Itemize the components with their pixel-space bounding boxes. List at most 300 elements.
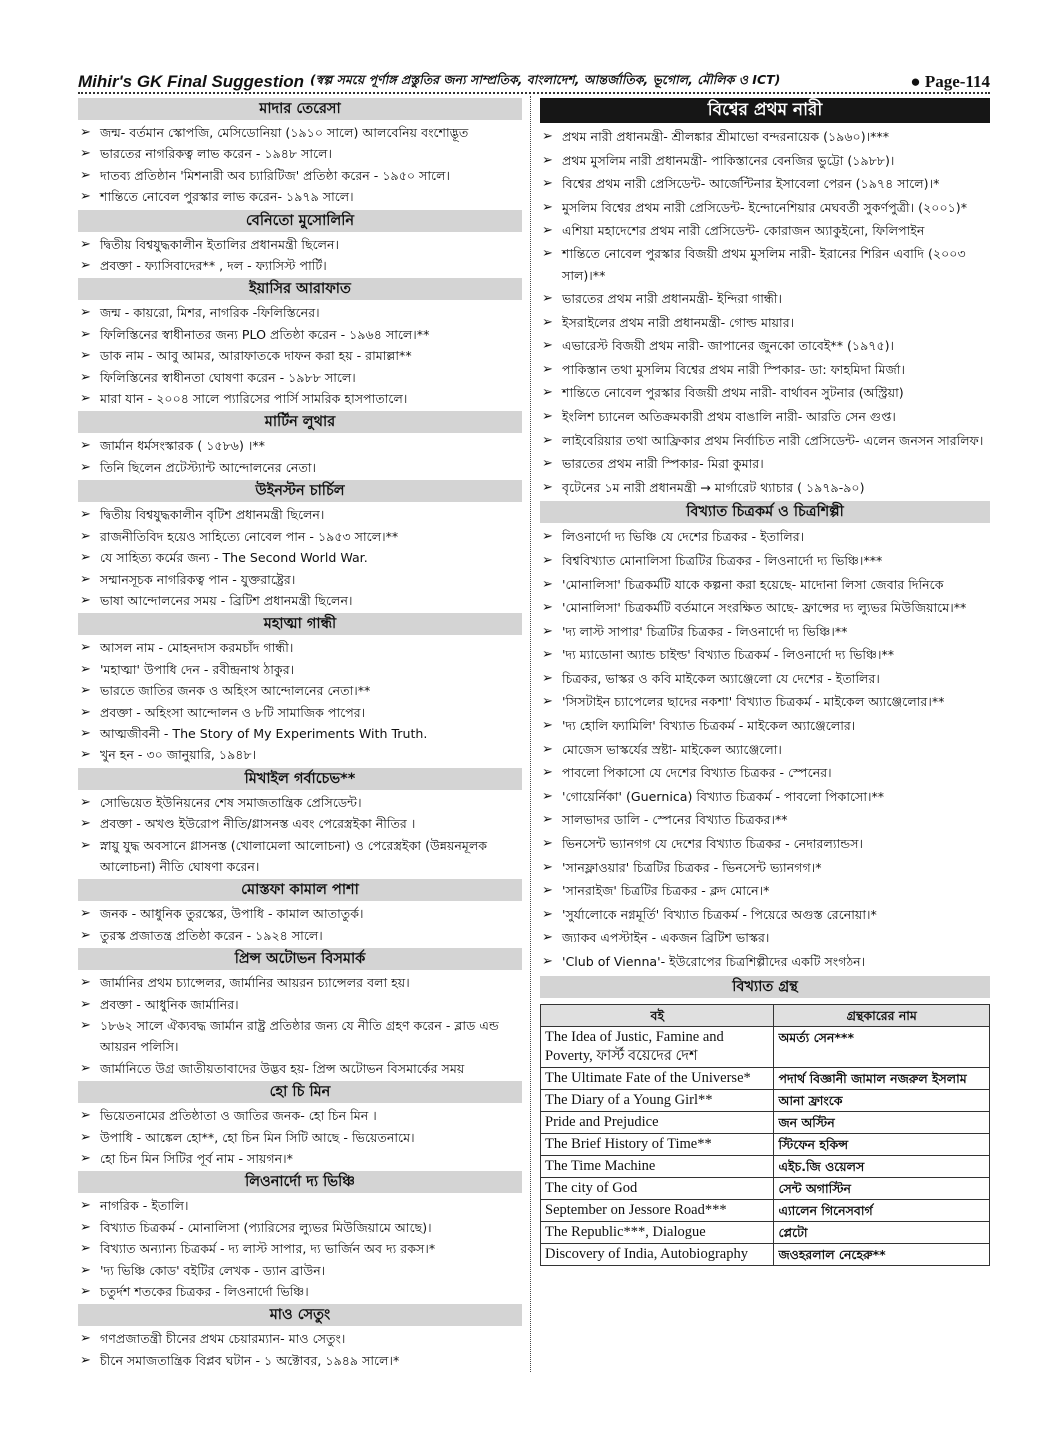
arrow-bullet-icon: ➢ — [80, 1108, 91, 1124]
arrow-bullet-icon: ➢ — [542, 883, 553, 899]
arrow-bullet-icon: ➢ — [80, 837, 91, 853]
list-item — [78, 925, 522, 946]
table-row — [541, 1199, 990, 1221]
list-item — [78, 1127, 522, 1148]
list-item — [540, 667, 990, 691]
list-item — [540, 903, 990, 927]
list-item — [78, 165, 522, 186]
arrow-bullet-icon: ➢ — [542, 788, 553, 804]
list-item — [78, 1058, 522, 1079]
arrow-bullet-icon: ➢ — [542, 600, 553, 616]
left-column — [78, 96, 522, 1371]
list-item-text: লিওনার্দো দ্য ভিঞ্চি যে দেশের চিত্রকর - ইতালির। — [562, 529, 805, 545]
table-row — [541, 1221, 990, 1243]
list-item-text: মোজেস ভাস্কর্যের স্রষ্টা- মাইকেল অ্যাঞ্জেলো। — [562, 741, 782, 757]
list-item-text: উপাধি - আঙ্কেল হো**, হো চিন মিন সিটি আছে - ভিয়েতনামে। — [100, 1129, 415, 1145]
arrow-bullet-icon: ➢ — [542, 765, 553, 781]
list-item-text: তিনি ছিলেন প্রটেস্ট্যান্ট আন্দোলনের নেতা। — [100, 459, 316, 475]
arrow-bullet-icon: ➢ — [542, 718, 553, 734]
arrow-bullet-icon: ➢ — [80, 996, 91, 1012]
list-item — [78, 1148, 522, 1169]
bullet-list — [78, 1105, 522, 1169]
list-item — [540, 950, 990, 974]
list-item-text: 'সানরাইজ' চিত্রটির চিত্রকর - ক্লদ মোনে।* — [562, 883, 770, 899]
section-title: বেনিতো মুসোলিনি — [78, 210, 522, 232]
arrow-bullet-icon: ➢ — [542, 290, 553, 306]
arrow-bullet-icon: ➢ — [542, 906, 553, 922]
book-author-cell: জন অস্টিন — [774, 1111, 990, 1133]
arrow-bullet-icon: ➢ — [80, 906, 91, 922]
list-item — [78, 1260, 522, 1281]
list-item-text: প্রবক্তা - অহিংসা আন্দোলন ও ৮টি সামাজিক পাপের। — [100, 704, 366, 720]
section-title: মোস্তফা কামাল পাশা — [78, 879, 522, 901]
arrow-bullet-icon: ➢ — [80, 747, 91, 763]
list-item-text: সালভাদর ডালি - স্পেনের বিখ্যাত চিত্রকর।** — [562, 812, 788, 828]
header-subtitle: (স্বল্প সময়ে পূর্ণাঙ্গ প্রস্তুতির জন্য সাম্প্রতিক, বাংলাদেশ, আন্তর্জাতিক, ভূগোল, মৌলিক ও ICT) — [310, 72, 781, 87]
list-item-text: ভিনসেন্ট ভ্যানগগ যে দেশের বিখ্যাত চিত্রকর - নেদারল্যান্ডস। — [562, 836, 864, 852]
list-item-text: চতুর্দশ শতকের চিত্রকর - লিওনার্দো ভিঞ্চি। — [100, 1284, 309, 1300]
column-divider — [530, 96, 531, 1372]
list-item — [78, 723, 522, 744]
list-item — [540, 738, 990, 762]
list-item — [540, 429, 990, 453]
list-item-text: ফিলিস্তিনের স্বাধীনতা ঘোষণা করেন - ১৯৮৮ সালে। — [100, 369, 356, 385]
list-item-text: লাইবেরিয়ার তথা আফ্রিকার প্রথম নির্বাচিত নারী প্রেসিডেন্ট- এলেন জনসন সারলিফ। — [562, 432, 984, 448]
arrow-bullet-icon: ➢ — [80, 927, 91, 943]
list-item-text: 'দ্য লাস্ট সাপার' চিত্রটির চিত্রকর - লিওনার্দো দ্য ভিঞ্চি।** — [562, 623, 848, 639]
list-item — [540, 381, 990, 405]
arrow-bullet-icon: ➢ — [80, 1219, 91, 1235]
book-author-cell: সেন্ট অগাস্টিন — [774, 1177, 990, 1199]
arrow-bullet-icon: ➢ — [542, 930, 553, 946]
list-item — [78, 186, 522, 207]
arrow-bullet-icon: ➢ — [542, 623, 553, 639]
list-item — [78, 813, 522, 834]
arrow-bullet-icon: ➢ — [542, 836, 553, 852]
section-title: মাদার তেরেসা — [78, 98, 522, 120]
list-item-text: 'দ্য ভিঞ্চি কোড' বইটির লেখক - ড্যান ব্রাউন। — [100, 1262, 326, 1278]
bullet-list — [78, 435, 522, 478]
list-item-text: ভারতে জাতির জনক ও অহিংস আন্দোলনের নেতা।** — [100, 683, 371, 699]
book-author-cell: আনা ফ্রাংকে — [774, 1089, 990, 1111]
list-item-text: আসল নাম - মোহনদাস করমচাঁদ গান্ধী। — [100, 640, 294, 656]
bullet-list — [78, 903, 522, 946]
list-item-text: রাজনীতিবিদ হয়েও সাহিত্যে নোবেল পান - ১৯৫৩ সালে।** — [100, 528, 399, 544]
list-item — [78, 1350, 522, 1371]
list-item — [78, 1217, 522, 1238]
section-title: মাও সেতুং — [78, 1304, 522, 1326]
list-item — [78, 835, 522, 878]
list-item — [78, 234, 522, 255]
arrow-bullet-icon: ➢ — [80, 1060, 91, 1076]
list-item-text: স্নায়ু যুদ্ধ অবসানে গ্লাসনস্ত (খোলামেলা আলোচনা) ও পেরেস্ত্রইকা (উন্নয়নমূলক আলোচনা) নীতি ঘোষণা করেন। — [100, 837, 488, 874]
list-item — [540, 549, 990, 573]
arrow-bullet-icon: ➢ — [80, 1284, 91, 1300]
list-item — [78, 302, 522, 323]
section-title: মিখাইল গর্বাচেভ** — [78, 768, 522, 790]
list-item-text: 'মহাত্মা' উপাধি দেন - রবীন্দ্রনাথ ঠাকুর। — [100, 661, 295, 677]
list-item — [540, 808, 990, 832]
page-number: ● Page-114 — [910, 72, 990, 91]
arrow-bullet-icon: ➢ — [80, 1331, 91, 1347]
list-item-text: ইসরাইলের প্রথম নারী প্রধানমন্ত্রী- গোল্ড মায়ার। — [562, 314, 795, 330]
book-title-cell: The city of God — [541, 1177, 774, 1199]
list-item — [540, 573, 990, 597]
book-title-cell: The Diary of a Young Girl** — [541, 1089, 774, 1111]
list-item-text: জার্মানির প্রথম চ্যান্সেলর, জার্মানির আয়রন চ্যান্সেলর বলা হয়। — [100, 975, 410, 991]
arrow-bullet-icon: ➢ — [542, 338, 553, 354]
list-item — [78, 1238, 522, 1259]
list-item-text: ফিলিস্তিনের স্বাধীনাতর জন্য PLO প্রতিষ্ঠা করেন - ১৯৬৪ সালে।** — [100, 326, 430, 342]
section-title: বিশ্বের প্রথম নারী — [540, 98, 990, 123]
list-item — [540, 879, 990, 903]
bullet-list — [78, 972, 522, 1079]
list-item — [78, 526, 522, 547]
list-item — [540, 149, 990, 173]
arrow-bullet-icon: ➢ — [542, 223, 553, 239]
list-item-text: বৃটেনের ১ম নারী প্রধানমন্ত্রী → মার্গারেট থ্যাচার ( ১৯৭৯-৯০) — [562, 479, 865, 495]
list-item — [78, 367, 522, 388]
list-item-text: প্রবক্তা - ফ্যাসিবাদের** , দল - ফ্যাসিস্ট পার্টি। — [100, 258, 327, 274]
arrow-bullet-icon: ➢ — [542, 670, 553, 686]
arrow-bullet-icon: ➢ — [542, 456, 553, 472]
list-item-text: চিত্রকর, ভাস্কর ও কবি মাইকেল অ্যাঞ্জেলো যে দেশের - ইতালির। — [562, 670, 880, 686]
list-item-text: বিশ্ববিখ্যাত মোনালিসা চিত্রটির চিত্রকর - লিওনার্দো দ্য ভিঞ্চি।*** — [562, 552, 883, 568]
list-item — [78, 504, 522, 525]
book-title-cell: The Idea of Justic, Famine and Poverty, ফার্স্ট বয়েদের দেশ — [541, 1026, 774, 1067]
arrow-bullet-icon: ➢ — [80, 1241, 91, 1257]
list-item — [540, 476, 990, 500]
list-item — [78, 547, 522, 568]
list-item-text: 'Club of Vienna'- ইউরোপের চিত্রশিল্পীদের একটি সংগঠন। — [562, 954, 866, 969]
list-item — [78, 744, 522, 765]
list-item — [540, 287, 990, 311]
arrow-bullet-icon: ➢ — [80, 640, 91, 656]
list-item — [540, 196, 990, 220]
list-item-text: ভারতের নাগরিকত্ব লাভ করেন - ১৯৪৮ সালে। — [100, 146, 333, 162]
list-item-text: ডাক নাম - আবু আমর, আরাফাতকে দাফন করা হয় - রামাল্লা** — [100, 348, 412, 364]
list-item — [540, 832, 990, 856]
arrow-bullet-icon: ➢ — [542, 647, 553, 663]
list-item — [78, 345, 522, 366]
arrow-bullet-icon: ➢ — [80, 348, 91, 364]
list-item — [540, 620, 990, 644]
list-item — [78, 1195, 522, 1216]
table-row — [541, 1089, 990, 1111]
list-item — [540, 219, 990, 243]
arrow-bullet-icon: ➢ — [80, 1198, 91, 1214]
arrow-bullet-icon: ➢ — [80, 704, 91, 720]
books-table — [540, 1004, 990, 1266]
arrow-bullet-icon: ➢ — [542, 812, 553, 828]
list-item-text: জার্মানিতে উগ্র জাতীয়তাবাদের উদ্ভব হয়- প্রিন্স অটোভন বিসমার্কের সময় — [100, 1060, 465, 1076]
list-item — [540, 525, 990, 549]
list-item — [540, 690, 990, 714]
list-item-text: ভারতের প্রথম নারী স্পিকার- মিরা কুমার। — [562, 456, 764, 472]
book-title-cell: The Ultimate Fate of the Universe* — [541, 1067, 774, 1089]
header-title: Mihir's GK Final Suggestion — [78, 72, 304, 91]
arrow-bullet-icon: ➢ — [542, 385, 553, 401]
arrow-bullet-icon: ➢ — [542, 529, 553, 545]
bullet-list — [78, 1195, 522, 1302]
list-item-text: চীনে সমাজতান্ত্রিক বিপ্লব ঘটান - ১ অক্টোবর, ১৯৪৯ সালে।* — [100, 1352, 400, 1368]
list-item-text: 'মোনালিসা' চিত্রকর্মটি যাকে কল্পনা করা হয়েছে- মাদোনা লিসা জেবার দিনিকে — [562, 576, 944, 592]
table-row — [541, 1067, 990, 1089]
arrow-bullet-icon: ➢ — [542, 314, 553, 330]
list-item-text: ভারতের প্রথম নারী প্রধানমন্ত্রী- ইন্দিরা গান্ধী। — [562, 290, 783, 306]
arrow-bullet-icon: ➢ — [80, 1129, 91, 1145]
list-item-text: এশিয়া মহাদেশের প্রথম নারী প্রেসিডেন্ট- কোরাজন অ্যাকুইনো, ফিলিপাইন — [562, 223, 925, 239]
arrow-bullet-icon: ➢ — [80, 1018, 91, 1033]
book-author-cell: জওহরলাল নেহেরু** — [774, 1243, 990, 1265]
list-item-text: বিখ্যাত অন্যান্য চিত্রকর্ম - দ্য লাস্ট সাপার, দ্য ভার্জিন অব দ্য রকস।* — [100, 1241, 436, 1257]
list-item — [540, 856, 990, 880]
list-item-text: খুন হন - ৩০ জানুয়ারি, ১৯৪৮। — [100, 747, 257, 763]
book-author-cell: অমর্ত্য সেন*** — [774, 1026, 990, 1067]
list-item-text: এভারেস্ট বিজয়ী প্রথম নারী- জাপানের জুনকো তাবেই** (১৯৭৫)। — [562, 338, 895, 354]
right-sections — [540, 98, 990, 974]
list-item-text: জ্যাকব এপস্টাইন - একজন ব্রিটিশ ভাস্কর। — [562, 930, 770, 946]
arrow-bullet-icon: ➢ — [542, 361, 553, 377]
list-item-text: সম্মানসূচক নাগরিকত্ব পান - যুক্তরাষ্ট্রের। — [100, 571, 296, 587]
list-item-text: দাতব্য প্রতিষ্ঠান 'মিশনারী অব চ্যারিটিজ' প্রতিষ্ঠা করেন - ১৯৫০ সালে। — [100, 167, 450, 183]
list-item-text: গণপ্রজাতন্ত্রী চীনের প্রথম চেয়ারম্যান- মাও সেতুং। — [100, 1331, 346, 1347]
list-item — [78, 637, 522, 658]
list-item-text: 'দ্য হোলি ফ্যামিলি' বিখ্যাত চিত্রকর্ম - মাইকেল অ্যাঞ্জেলোর। — [562, 718, 856, 734]
list-item — [540, 358, 990, 382]
bullet-list — [78, 302, 522, 409]
list-item — [540, 311, 990, 335]
arrow-bullet-icon: ➢ — [542, 859, 553, 875]
arrow-bullet-icon: ➢ — [80, 326, 91, 342]
list-item — [78, 792, 522, 813]
bullet-list — [78, 1328, 522, 1371]
arrow-bullet-icon: ➢ — [80, 189, 91, 205]
table-row — [541, 1177, 990, 1199]
list-item — [78, 1015, 522, 1058]
arrow-bullet-icon: ➢ — [542, 199, 553, 215]
list-item — [540, 643, 990, 667]
arrow-bullet-icon: ➢ — [80, 794, 91, 810]
list-item — [540, 761, 990, 785]
list-item-text: দ্বিতীয় বিশ্বযুদ্ধকালীন বৃটিশ প্রধানমন্ত্রী ছিলেন। — [100, 507, 325, 523]
arrow-bullet-icon: ➢ — [542, 129, 553, 144]
list-item-text: প্রথম মুসলিম নারী প্রধানমন্ত্রী- পাকিস্তানের বেনজির ভুট্টো (১৯৮৮)। — [562, 152, 895, 168]
list-item-text: তুরস্ক প্রজাতন্ত্র প্রতিষ্ঠা করেন - ১৯২৪ সালে। — [100, 927, 323, 943]
arrow-bullet-icon: ➢ — [80, 592, 91, 608]
arrow-bullet-icon: ➢ — [80, 305, 91, 321]
book-title-cell: The Time Machine — [541, 1155, 774, 1177]
list-item-text: ভিয়েতনামের প্রতিষ্ঠাতা ও জাতির জনক- হো চিন মিন । — [100, 1108, 377, 1124]
arrow-bullet-icon: ➢ — [80, 438, 91, 454]
list-item-text: জনক - আধুনিক তুরস্কের, উপাধি - কামাল আতাতুর্ক। — [100, 906, 364, 922]
list-item — [78, 1328, 522, 1349]
list-item — [78, 435, 522, 456]
list-item-text: জন্ম - কায়রো, মিশর, নাগরিক -ফিলিস্তিনের। — [100, 305, 320, 321]
arrow-bullet-icon: ➢ — [542, 552, 553, 568]
arrow-bullet-icon: ➢ — [80, 1352, 91, 1368]
bullet-list — [78, 504, 522, 611]
list-item — [78, 590, 522, 611]
bullet-list — [78, 637, 522, 765]
book-author-cell: প্লেটো — [774, 1221, 990, 1243]
list-item — [78, 388, 522, 409]
list-item — [540, 596, 990, 620]
section-title: উইনস্টন চার্চিল — [78, 480, 522, 502]
list-item-text: জার্মান ধর্মসংস্কারক ( ১৫৮৬) ।** — [100, 438, 265, 454]
arrow-bullet-icon: ➢ — [80, 258, 91, 274]
list-item — [78, 903, 522, 924]
arrow-bullet-icon: ➢ — [80, 369, 91, 385]
section-title: মহাত্মা গান্ধী — [78, 613, 522, 635]
arrow-bullet-icon: ➢ — [80, 550, 91, 566]
arrow-bullet-icon: ➢ — [80, 975, 91, 991]
list-item-text: শান্তিতে নোবেল পুরস্কার লাভ করেন- ১৯৭৯ সালে। — [100, 189, 354, 205]
list-item-text: দ্বিতীয় বিশ্বযুদ্ধকালীন ইতালির প্রধানমন্ত্রী ছিলেন। — [100, 236, 340, 252]
list-item — [78, 1281, 522, 1302]
arrow-bullet-icon: ➢ — [80, 661, 91, 677]
book-title-cell: The Republic***, Dialogue — [541, 1221, 774, 1243]
list-item-text: মুসলিম বিশ্বের প্রথম নারী প্রেসিডেন্ট- ইন্দোনেশিয়ার মেঘবর্তী সুকর্ণপুত্রী। (২০০১)* — [562, 199, 968, 215]
right-column — [540, 96, 990, 1266]
list-item-text: 'দ্য ম্যাডোনা অ্যান্ড চাইল্ড' বিখ্যাত চিত্রকর্ম - লিওনার্দো দ্য ভিঞ্চি।** — [562, 647, 895, 663]
section-title: ইয়াসির আরাফাত — [78, 278, 522, 300]
list-item-text: প্রবক্তা - অখণ্ড ইউরোপ নীতি/গ্লাসনস্ত এবং পেরেস্ত্রইকা নীতির । — [100, 816, 416, 832]
arrow-bullet-icon: ➢ — [542, 479, 553, 495]
list-item — [78, 994, 522, 1015]
list-item-text: জন্ম- বর্তমান স্কোপজি, মেসিডোনিয়া (১৯১০ সালে) আলবেনিয় বংশোদ্ভূত — [100, 125, 469, 140]
arrow-bullet-icon: ➢ — [80, 528, 91, 544]
book-author-cell: এইচ.জি ওয়েলস — [774, 1155, 990, 1177]
list-item-text: যে সাহিত্য কর্মের জন্য - The Second World War. — [100, 550, 368, 566]
list-item — [78, 569, 522, 590]
arrow-bullet-icon: ➢ — [542, 432, 553, 448]
arrow-bullet-icon: ➢ — [542, 408, 553, 424]
arrow-bullet-icon: ➢ — [542, 954, 553, 969]
arrow-bullet-icon: ➢ — [542, 245, 553, 261]
arrow-bullet-icon: ➢ — [542, 741, 553, 757]
books-table-header-row — [541, 1004, 990, 1026]
list-item-text: হো চিন মিন সিটির পূর্ব নাম - সায়গন।* — [100, 1151, 293, 1167]
arrow-bullet-icon: ➢ — [542, 694, 553, 710]
list-item-text: প্রথম নারী প্রধানমন্ত্রী- শ্রীলঙ্কার শ্রীমাভো বন্দরনায়েক (১৯৬০)।*** — [562, 129, 890, 144]
list-item-text: শান্তিতে নোবেল পুরস্কার বিজয়ী প্রথম নারী- বার্থাবন সুটনার (অস্ট্রিয়া) — [562, 385, 904, 401]
table-row — [541, 1026, 990, 1067]
list-item-text: ইংলিশ চ্যানেল অতিক্রমকারী প্রথম বাঙালি নারী- আরতি সেন গুপ্ত। — [562, 408, 896, 424]
bullet-list — [78, 792, 522, 878]
table-row — [541, 1133, 990, 1155]
books-header-book: বই — [541, 1004, 774, 1026]
list-item — [540, 926, 990, 950]
list-item-text: আত্মজীবনী - The Story of My Experiments With Truth. — [100, 725, 428, 741]
arrow-bullet-icon: ➢ — [80, 236, 91, 252]
arrow-bullet-icon: ➢ — [80, 816, 91, 832]
list-item-text: 'সুর্যালোকে নগ্নমূর্তি' বিখ্যাত চিত্রকর্ম - পিয়েরে অগুস্ত রেনোয়া।* — [562, 906, 877, 922]
list-item-text: ভাষা আন্দোলনের সময় - ব্রিটিশ প্রধানমন্ত্রী ছিলেন। — [100, 592, 353, 608]
arrow-bullet-icon: ➢ — [80, 459, 91, 475]
arrow-bullet-icon: ➢ — [542, 152, 553, 168]
list-item — [78, 122, 522, 143]
section-title: লিওনার্দো দ্য ভিঞ্চি — [78, 1171, 522, 1193]
books-header-author: গ্রন্থকারের নাম — [774, 1004, 990, 1026]
book-author-cell: পদার্থ বিজ্ঞানী জামাল নজরুল ইসলাম — [774, 1067, 990, 1089]
bullet-list — [78, 234, 522, 277]
arrow-bullet-icon: ➢ — [80, 391, 91, 407]
list-item — [78, 457, 522, 478]
book-author-cell: এ্যালেন গিনেসবার্গ — [774, 1199, 990, 1221]
list-item — [78, 680, 522, 701]
list-item — [78, 659, 522, 680]
list-item — [540, 172, 990, 196]
arrow-bullet-icon: ➢ — [80, 725, 91, 741]
list-item — [540, 785, 990, 809]
list-item — [540, 452, 990, 476]
list-item — [78, 143, 522, 164]
arrow-bullet-icon: ➢ — [80, 683, 91, 699]
list-item — [540, 714, 990, 738]
section-title: হো চি মিন — [78, 1081, 522, 1103]
list-item — [540, 125, 990, 149]
books-table-body — [541, 1026, 990, 1265]
arrow-bullet-icon: ➢ — [80, 167, 91, 183]
list-item — [540, 405, 990, 429]
list-item — [78, 324, 522, 345]
table-row — [541, 1155, 990, 1177]
page-header — [78, 62, 990, 94]
list-item-text: মারা যান - ২০০৪ সালে প্যারিসের পার্সি সামরিক হাসপাতালে। — [100, 391, 408, 407]
list-item — [78, 972, 522, 993]
bullet-list — [540, 525, 990, 973]
list-item-text: প্রবক্তা - আধুনিক জার্মানির। — [100, 996, 239, 1012]
arrow-bullet-icon: ➢ — [542, 576, 553, 592]
list-item — [78, 1105, 522, 1126]
list-item — [78, 702, 522, 723]
bullet-list — [78, 122, 522, 208]
arrow-bullet-icon: ➢ — [80, 571, 91, 587]
list-item-text: পাবলো পিকাসো যে দেশের বিখ্যাত চিত্রকর - স্পেনের। — [562, 765, 832, 781]
list-item-text: 'সানফ্লাওয়ার' চিত্রটির চিত্রকর - ভিনসেন্ট ভ্যানগগ।* — [562, 859, 822, 875]
arrow-bullet-icon: ➢ — [80, 146, 91, 162]
books-section-title: বিখ্যাত গ্রন্থ — [540, 976, 990, 998]
book-title-cell: September on Jessore Road*** — [541, 1199, 774, 1221]
book-title-cell: Discovery of India, Autobiography — [541, 1243, 774, 1265]
arrow-bullet-icon: ➢ — [80, 1151, 91, 1167]
section-title: প্রিন্স অটোভন বিসমার্ক — [78, 948, 522, 970]
list-item-text: পাকিস্তান তথা মুসলিম বিশ্বের প্রথম নারী স্পিকার- ডা: ফাহমিদা মির্জা। — [562, 361, 905, 377]
list-item-text: ১৮৬২ সালে ঐক্যবদ্ধ জার্মান রাষ্ট্র প্রতিষ্ঠার জন্য যে নীতি গ্রহণ করেন - ব্লাড এন্ড আয়রন পলিসি। — [100, 1018, 499, 1055]
section-title: বিখ্যাত চিত্রকর্ম ও চিত্রশিল্পী — [540, 501, 990, 523]
list-item-text: বিখ্যাত চিত্রকর্ম - মোনালিসা (প্যারিসের ল্যুভর মিউজিয়ামে আছে)। — [100, 1219, 432, 1235]
arrow-bullet-icon: ➢ — [80, 507, 91, 523]
list-item-text: 'মোনালিসা' চিত্রকর্মটি বর্তমানে সংরক্ষিত আছে- ফ্রান্সের দ্য ল্যুভর মিউজিয়ামে।** — [562, 600, 967, 616]
book-title-cell: Pride and Prejudice — [541, 1111, 774, 1133]
arrow-bullet-icon: ➢ — [80, 125, 91, 140]
bullet-list — [540, 125, 990, 499]
list-item-text: সোভিয়েত ইউনিয়নের শেষ সমাজতান্ত্রিক প্রেসিডেন্ট। — [100, 794, 362, 810]
table-row — [541, 1111, 990, 1133]
list-item — [540, 243, 990, 287]
section-title: মার্টিন লুথার — [78, 411, 522, 433]
list-item-text: শান্তিতে নোবেল পুরস্কার বিজয়ী প্রথম মুসলিম নারী- ইরানের শিরিন এবাদি (২০০৩ সাল)।** — [562, 245, 966, 283]
book-author-cell: স্টিফেন হকিন্স — [774, 1133, 990, 1155]
arrow-bullet-icon: ➢ — [542, 176, 553, 192]
list-item-text: 'সিসটাইন চ্যাপেলের ছাদের নকশা' বিখ্যাত চিত্রকর্ম - মাইকেল অ্যাঞ্জেলোর।** — [562, 694, 945, 710]
arrow-bullet-icon: ➢ — [80, 1262, 91, 1278]
list-item-text: 'গোয়ের্নিকা' (Guernica) বিখ্যাত চিত্রকর্ম - পাবলো পিকাসো।** — [562, 788, 885, 804]
book-title-cell: The Brief History of Time** — [541, 1133, 774, 1155]
list-item-text: বিশ্বের প্রথম নারী প্রেসিডেন্ট- আর্জেন্টিনার ইসাবেলা পেরন (১৯৭৪ সালে)।* — [562, 176, 940, 192]
list-item-text: নাগরিক - ইতালি। — [100, 1198, 189, 1214]
